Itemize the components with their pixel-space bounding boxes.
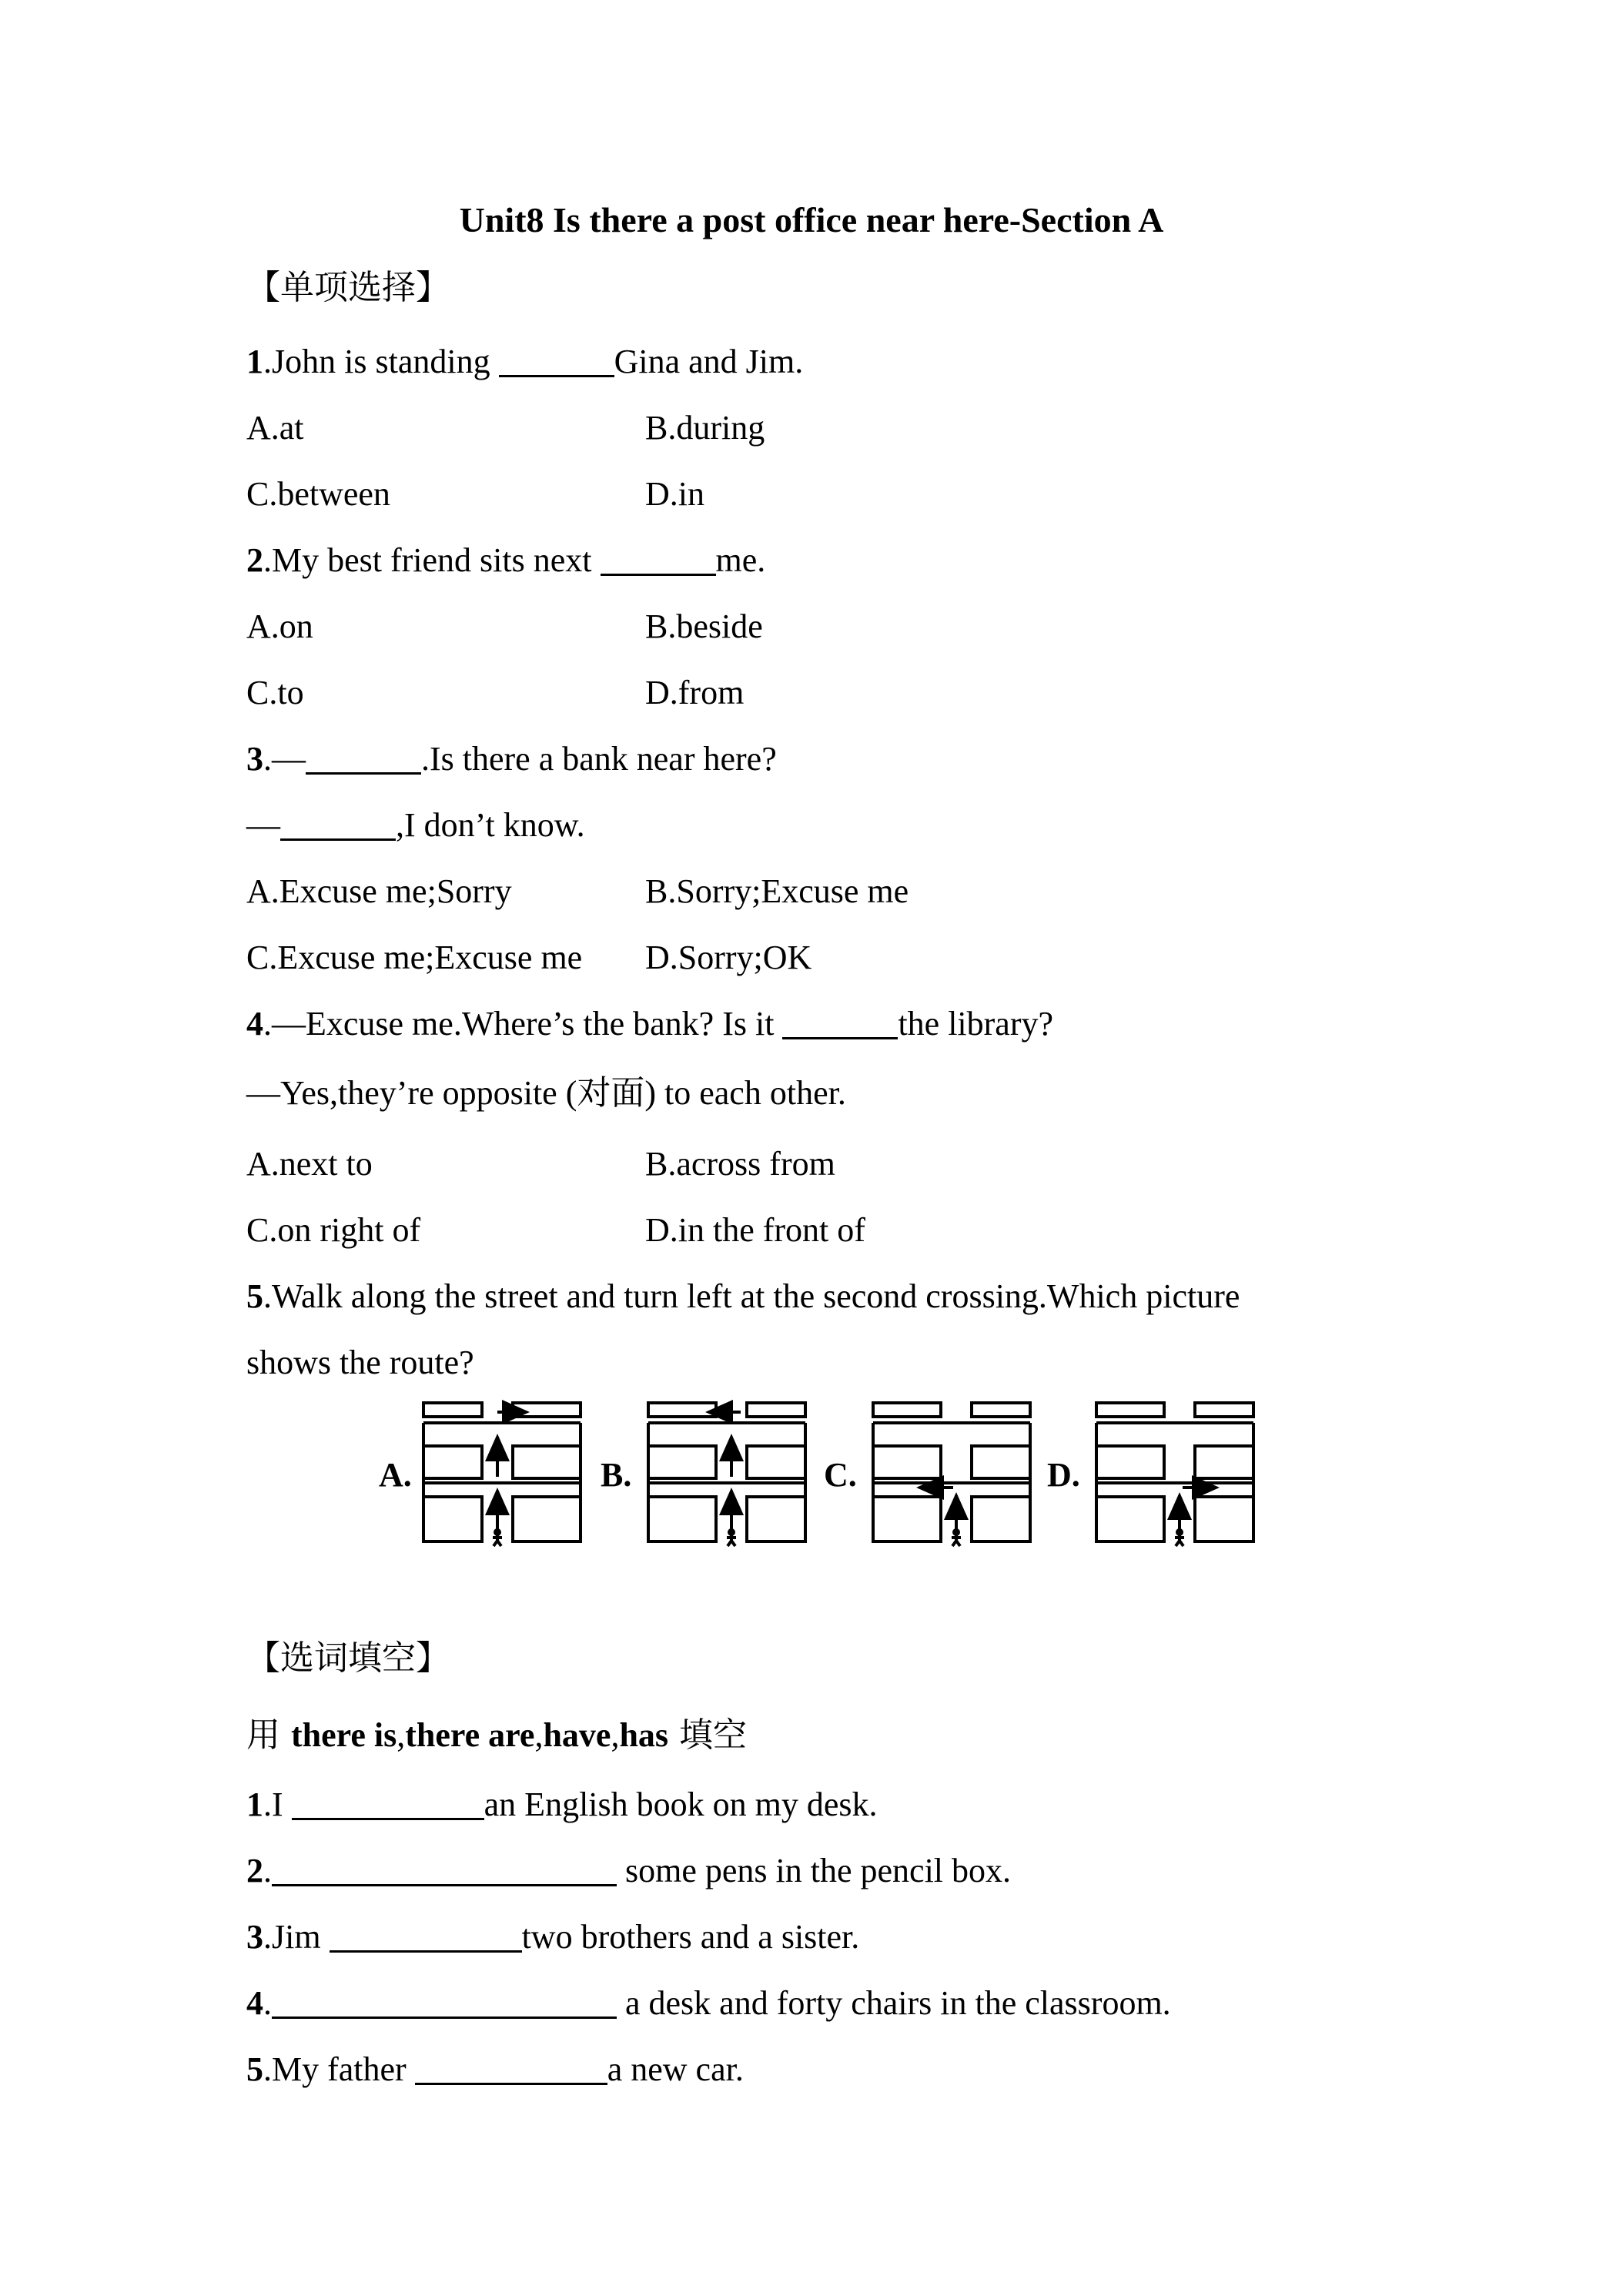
question-number: 4 — [246, 1984, 263, 2022]
answer-blank[interactable] — [415, 2053, 607, 2085]
answer-blank[interactable] — [499, 346, 614, 377]
option-b[interactable]: B.during — [645, 409, 765, 447]
question-number: 1 — [246, 343, 263, 380]
reply-text: ) to each other. — [644, 1074, 846, 1112]
chinese-gloss: 对面 — [577, 1073, 645, 1113]
question-text: .I — [263, 1786, 292, 1823]
question-stem: .— — [263, 740, 306, 778]
option-b[interactable]: B.across from — [645, 1145, 835, 1183]
option-b[interactable]: B.Sorry;Excuse me — [645, 872, 909, 910]
instruction-comma: , — [611, 1716, 620, 1754]
option-a[interactable]: A.Excuse me;Sorry — [246, 872, 512, 910]
route-label: B. — [601, 1456, 632, 1494]
option-c[interactable]: C.Excuse me;Excuse me — [246, 939, 583, 976]
option-d[interactable]: D.from — [645, 674, 745, 711]
question-number: 2 — [246, 541, 263, 579]
question-1 — [246, 342, 803, 382]
question-number: 3 — [246, 740, 263, 778]
route-option-c[interactable] — [824, 1403, 1030, 1546]
answer-blank[interactable] — [306, 743, 421, 775]
instruction-word: have — [543, 1716, 611, 1754]
option-d[interactable]: D.Sorry;OK — [645, 939, 812, 976]
option-c[interactable]: C.to — [246, 674, 304, 711]
route-label: D. — [1047, 1456, 1080, 1494]
question-text: . — [263, 1852, 272, 1889]
instruction-comma: , — [534, 1716, 544, 1754]
instruction-text: 填空 — [668, 1715, 748, 1755]
question-number: 5 — [246, 2050, 263, 2088]
question-2 — [246, 541, 765, 581]
question-text: some pens in the pencil box. — [617, 1852, 1012, 1889]
question-5 — [246, 1277, 1240, 1317]
question-number: 2 — [246, 1852, 263, 1889]
route-label: C. — [824, 1456, 857, 1494]
option-a[interactable]: A.at — [246, 409, 304, 447]
fill-question-5 — [246, 2050, 744, 2090]
option-c[interactable]: C.on right of — [246, 1211, 421, 1249]
fill-question-3 — [246, 1917, 859, 1957]
route-label: A. — [379, 1456, 412, 1494]
route-option-a[interactable] — [379, 1403, 581, 1546]
option-a[interactable]: A.on — [246, 607, 313, 645]
answer-blank[interactable] — [601, 544, 716, 576]
answer-blank[interactable] — [330, 1921, 522, 1953]
fill-question-4 — [246, 1983, 1171, 2023]
section-label-single-choice: 【单项选择】 — [246, 268, 450, 307]
question-text: .Jim — [263, 1918, 330, 1956]
instruction-text: 用 — [246, 1715, 291, 1755]
instruction-comma: , — [397, 1716, 406, 1754]
route-option-b[interactable] — [601, 1403, 805, 1546]
instruction-word: there is — [291, 1716, 397, 1754]
question-stem: .Walk along the street and turn left at the second crossing.Which picture — [263, 1277, 1240, 1315]
question-3-reply — [246, 805, 585, 845]
fill-instruction — [246, 1715, 747, 1755]
question-number: 1 — [246, 1786, 263, 1823]
answer-blank[interactable] — [272, 1855, 617, 1886]
question-stem: .My best friend sits next — [263, 541, 601, 579]
option-c[interactable]: C.between — [246, 475, 390, 513]
question-text: two brothers and a sister. — [521, 1918, 860, 1956]
option-d[interactable]: D.in — [645, 475, 704, 513]
question-text: . — [263, 1984, 272, 2022]
question-stem: .—Excuse me.Where’s the bank? Is it — [263, 1005, 783, 1043]
question-stem: the library? — [898, 1005, 1054, 1043]
question-stem: .John is standing — [263, 343, 499, 380]
fill-question-2 — [246, 1851, 1011, 1891]
answer-blank[interactable] — [292, 1789, 484, 1820]
question-4 — [246, 1004, 1053, 1044]
question-4-reply — [246, 1073, 846, 1113]
route-option-d[interactable] — [1047, 1403, 1253, 1546]
question-stem: .Is there a bank near here? — [421, 740, 777, 778]
question-text: an English book on my desk. — [484, 1786, 878, 1823]
question-number: 3 — [246, 1918, 263, 1956]
instruction-word: has — [619, 1716, 669, 1754]
reply-dash: — — [246, 806, 280, 844]
question-5-continued: shows the route? — [246, 1344, 474, 1381]
section-label-fill-in: 【选词填空】 — [246, 1638, 450, 1678]
route-pictures — [370, 1400, 1263, 1554]
question-stem: Gina and Jim. — [614, 343, 804, 380]
question-text: a new car. — [607, 2050, 744, 2088]
instruction-word: there are — [405, 1716, 535, 1754]
question-text: .My father — [263, 2050, 415, 2088]
question-number: 4 — [246, 1005, 263, 1043]
answer-blank[interactable] — [782, 1008, 898, 1039]
reply-text: ,I don’t know. — [396, 806, 585, 844]
question-number: 5 — [246, 1277, 263, 1315]
answer-blank[interactable] — [280, 809, 396, 841]
question-3 — [246, 739, 777, 779]
option-d[interactable]: D.in the front of — [645, 1211, 865, 1249]
option-b[interactable]: B.beside — [645, 607, 763, 645]
fill-question-1 — [246, 1785, 878, 1825]
reply-text: —Yes,they’re opposite ( — [246, 1074, 577, 1112]
option-a[interactable]: A.next to — [246, 1145, 373, 1183]
answer-blank[interactable] — [272, 1987, 617, 2019]
page-title: Unit8 Is there a post office near here-Section A — [459, 200, 1164, 239]
question-stem: me. — [715, 541, 766, 579]
question-text: a desk and forty chairs in the classroom. — [617, 1984, 1171, 2022]
